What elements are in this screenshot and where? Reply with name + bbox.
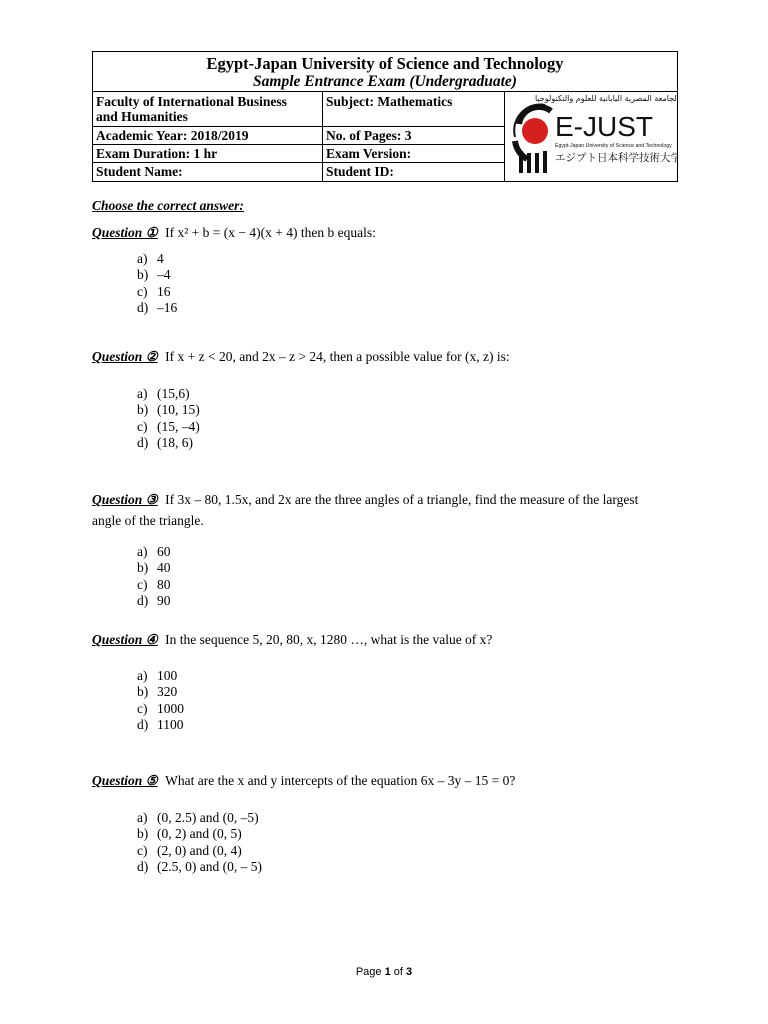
instruction-text: Choose the correct answer: [92, 198, 244, 213]
footer-of: of [390, 966, 407, 978]
question-4-text: In the sequence 5, 20, 80, x, 1280 …, what is the value of x? [165, 632, 493, 647]
option-a[interactable]: a) 4 [137, 251, 164, 266]
question-1-text: If x² + b = (x − 4)(x + 4) then b equals: [165, 225, 376, 240]
option-b[interactable]: b) –4 [137, 267, 171, 283]
option-a[interactable]: a) (0, 2.5) and (0, –5) [137, 810, 259, 825]
option-c[interactable]: c) 16 [137, 283, 171, 299]
question-3-options [137, 544, 171, 609]
logo-arabic-text: الجامعة المصرية اليابانية للعلوم والتكنولوجيا [534, 94, 677, 103]
option-d[interactable]: d) –16 [137, 299, 178, 315]
question-1 [92, 225, 376, 241]
question-3-text: If 3x – 80, 1.5x, and 2x are the three angles of a triangle, find the measure of the largest [165, 492, 639, 507]
question-3-label: Question ③ [92, 492, 158, 507]
student-name-cell: Student Name: [96, 164, 183, 179]
option-b[interactable]: b) (10, 15) [137, 402, 200, 418]
logo-japanese-text: エジプト日本科学技術大学 [555, 152, 677, 164]
question-4-label: Question ④ [92, 632, 158, 647]
pages-cell: No. of Pages: 3 [326, 128, 412, 143]
row-divider-1 [93, 126, 505, 127]
option-d[interactable]: d) 1100 [137, 716, 184, 732]
version-cell: Exam Version: [326, 146, 412, 161]
option-a[interactable]: a) 60 [137, 544, 171, 559]
question-1-label: Question ① [92, 225, 158, 240]
university-title: Egypt-Japan University of Science and Technology [206, 54, 564, 73]
option-b[interactable]: b) (0, 2) and (0, 5) [137, 826, 242, 842]
option-b[interactable]: b) 320 [137, 684, 178, 700]
page-footer [0, 966, 768, 978]
footer-page-total: 3 [406, 966, 413, 978]
academic-year-cell: Academic Year: 2018/2019 [96, 128, 249, 143]
footer-page-prefix: Page [355, 966, 385, 978]
row-divider-2 [93, 144, 505, 145]
duration-cell: Exam Duration: 1 hr [96, 146, 218, 161]
subject-cell: Subject: Mathematics [326, 94, 453, 109]
faculty-cell [96, 94, 287, 124]
question-5-text: What are the x and y intercepts of the equation 6x – 3y – 15 = 0? [165, 773, 516, 788]
question-5-label: Question ⑤ [92, 773, 158, 788]
question-5-options [137, 810, 262, 875]
student-id-cell: Student ID: [326, 164, 394, 179]
row-divider-3 [93, 162, 505, 163]
question-2 [92, 349, 510, 365]
question-2-label: Question ② [92, 349, 158, 364]
logo-english-text: Egypt-Japan University of Science and Technology [555, 143, 672, 149]
faculty-line-1: Faculty of International Business [96, 94, 287, 109]
option-d[interactable]: d) 90 [137, 592, 171, 608]
question-3-text-continued: angle of the triangle. [92, 513, 204, 528]
question-2-text: If x + z < 20, and 2x – z > 24, then a possible value for (x, z) is: [165, 349, 510, 364]
question-4-options [137, 668, 184, 733]
option-c[interactable]: c) (2, 0) and (0, 4) [137, 842, 242, 858]
question-4 [92, 632, 492, 648]
footer-page-number: 1 [384, 966, 391, 978]
question-3 [92, 492, 638, 508]
option-a[interactable]: a) (15,6) [137, 386, 190, 401]
question-1-options [137, 251, 177, 316]
column-divider-1 [322, 91, 323, 181]
option-c[interactable]: c) (15, –4) [137, 418, 200, 434]
exam-subtitle: Sample Entrance Exam (Undergraduate) [253, 73, 517, 90]
option-d[interactable]: d) (2.5, 0) and (0, – 5) [137, 858, 262, 874]
logo-red-circle [522, 118, 548, 144]
ejust-logo [505, 89, 677, 181]
option-a[interactable]: a) 100 [137, 668, 178, 683]
ejust-logo-graphic [505, 89, 677, 181]
logo-wordmark: E-JUST [555, 111, 653, 142]
option-c[interactable]: c) 80 [137, 576, 171, 592]
option-b[interactable]: b) 40 [137, 560, 171, 576]
option-d[interactable]: d) (18, 6) [137, 434, 193, 450]
question-5 [92, 773, 515, 789]
question-2-options [137, 386, 200, 451]
option-c[interactable]: c) 1000 [137, 700, 184, 716]
faculty-line-2: and Humanities [96, 109, 188, 124]
